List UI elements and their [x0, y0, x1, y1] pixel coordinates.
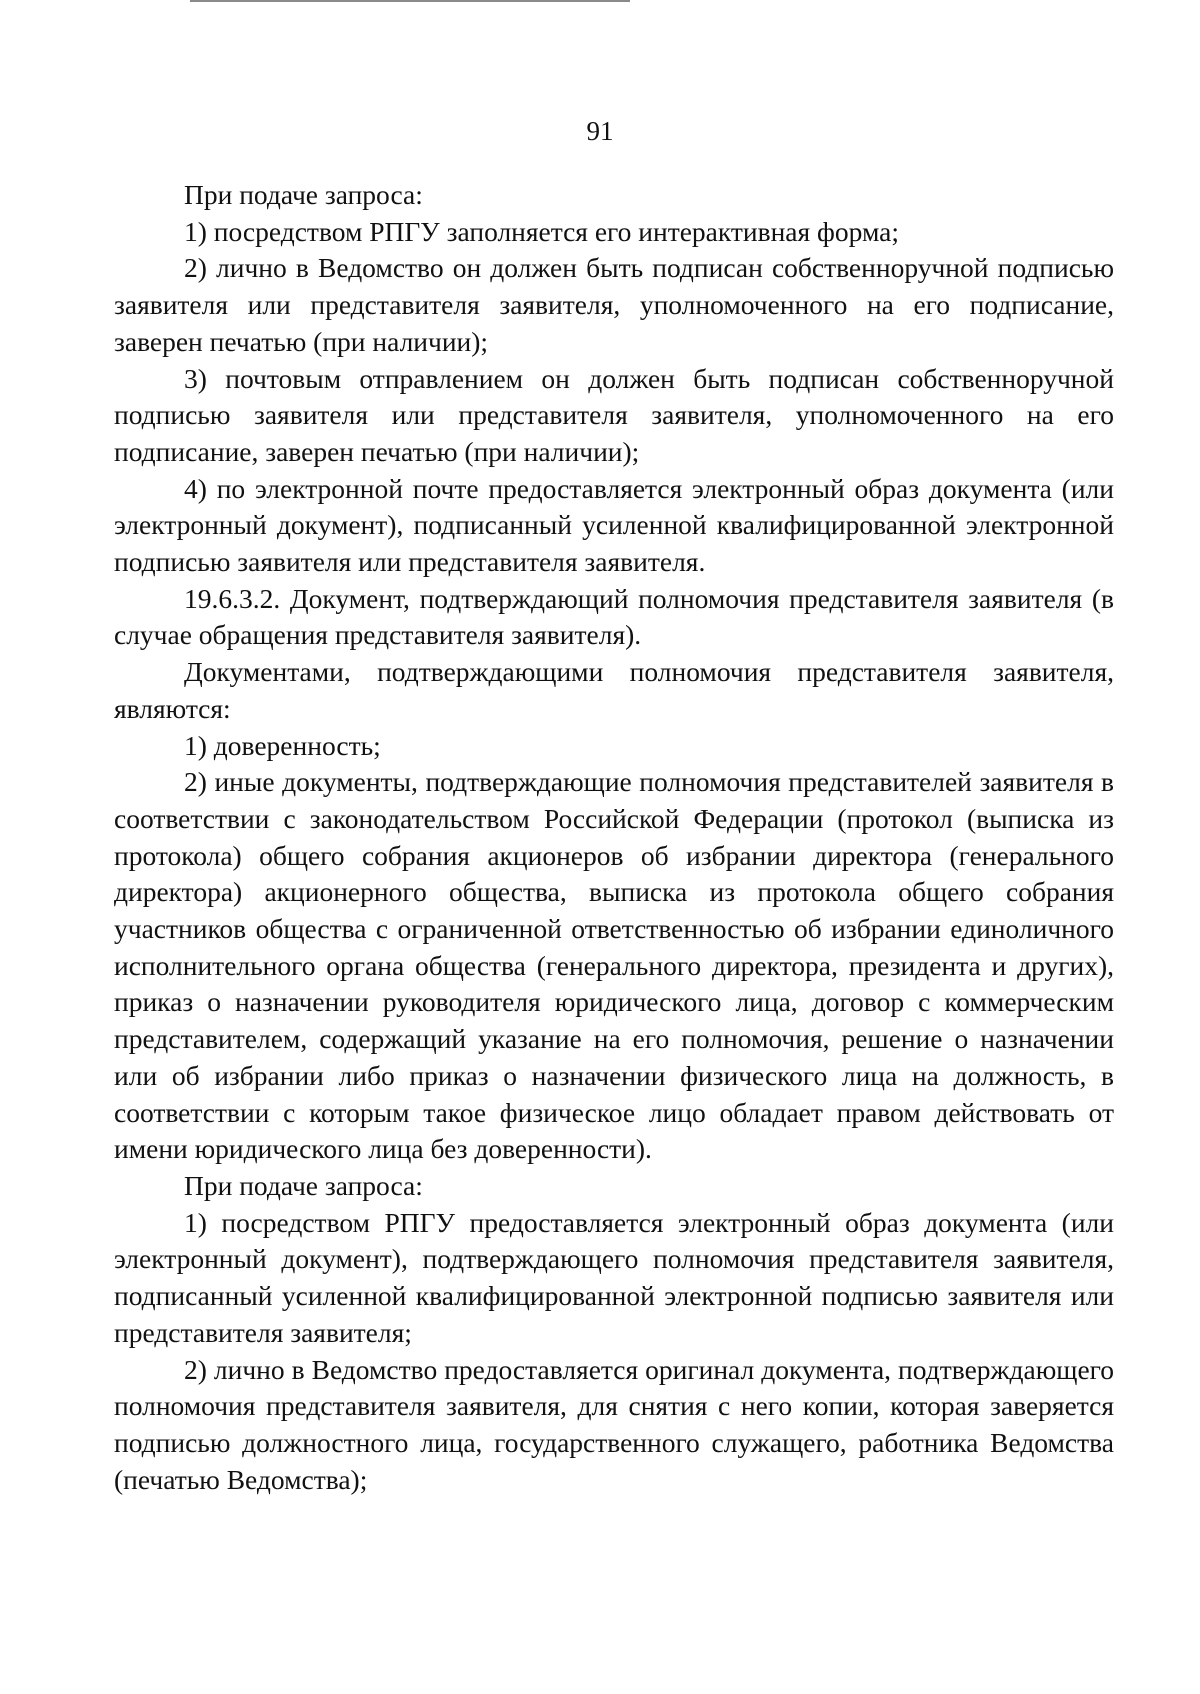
paragraph-item-other-documents: 2) иные документы, подтверждающие полномочия представителей заявителя в соответствии с законодательством Российской Федерации (протокол (выписка из протокола) общего собрания акционеров об избрании директора (генерального директора) акционерного общества, выписка из протокола общего собрания участников общества с ограниченной ответственностью об избрании единоличного исполнительного органа общества (генерального директора, президента и других), приказ о назначении руководителя юридического лица, договор с коммерческим представителем, содержащий указание на его полномочия, решение о назначении или об избрании либо приказ о назначении физического лица на должность, в соответствии с которым такое физическое лицо обладает правом действовать от имени юридического лица без доверенности). — [114, 766, 1114, 1165]
paragraph-item-in-person-signature: 2) лично в Ведомство он должен быть подписан собственноручной подписью заявителя или представителя заявителя, уполномоченного на его подписание, заверен печатью (при наличии); — [114, 252, 1114, 357]
paragraph-submission-heading: При подаче запроса: — [184, 179, 423, 210]
paragraph-item-power-of-attorney: 1) доверенность; — [184, 729, 381, 761]
page-number: 91 — [586, 116, 614, 146]
paragraph-submission-heading-2: При подаче запроса: — [184, 1169, 423, 1201]
paragraph-section-19-6-3-2: 19.6.3.2. Документ, подтверждающий полномочия представителя заявителя (в случае обращения представителя заявителя). — [114, 582, 1114, 651]
paragraph-item-in-person-original: 2) лично в Ведомство предоставляется оригинал документа, подтверждающего полномочия представителя заявителя, для снятия с него копии, которая заверяется подписью должностного лица, государственного служащего, работника Ведомства (печатью Ведомства); — [114, 1353, 1114, 1495]
paragraph-item-postal-signature: 3) почтовым отправлением он должен быть подписан собственноручной подписью заявителя или представителя заявителя, уполномоченного на его подписание, заверен печатью (при наличии); — [114, 362, 1114, 467]
document-body — [114, 177, 1114, 1498]
paragraph-item-rpgu-form: 1) посредством РПГУ заполняется его интерактивная форма; — [184, 215, 899, 247]
scan-edge-line — [190, 0, 630, 2]
paragraph-item-email-electronic: 4) по электронной почте предоставляется электронный образ документа (или электронный документ), подписанный усиленной квалифицированной электронной подписью заявителя или представителя заявителя. — [114, 472, 1114, 578]
paragraph-authority-documents-intro: Документами, подтверждающими полномочия представителя заявителя, являются: — [114, 656, 1114, 724]
paragraph-item-rpgu-electronic-image: 1) посредством РПГУ предоставляется электронный образ документа (или электронный документ), подтверждающего полномочия представителя заявителя, подписанный усиленной квалифицированной электронной подписью заявителя или представителя заявителя; — [114, 1206, 1114, 1348]
